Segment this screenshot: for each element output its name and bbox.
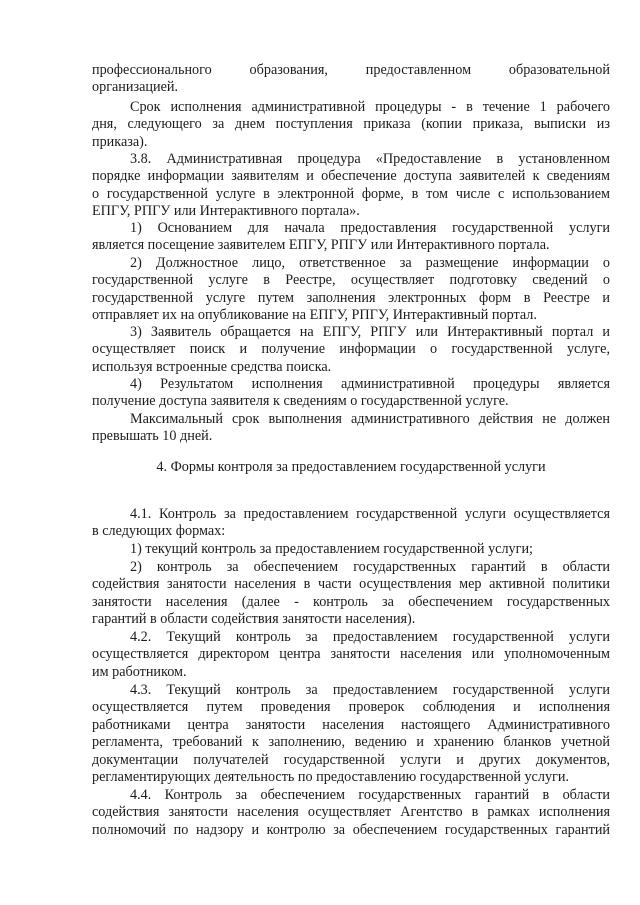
text-line: осуществляется путем проведения проверок соблюдения и исполнения [92, 699, 610, 716]
paragraph-item-2 [92, 255, 610, 325]
text-line: 2) Должностное лицо, ответственное за размещение информации о [130, 255, 610, 271]
paragraph-control-form-1 [92, 541, 610, 558]
text-line: 4.2. Текущий контроль за предоставлением государственной услуги [130, 629, 610, 645]
text-line: о государственной услуге в электронной форме, в том числе с использованием [92, 185, 610, 202]
text-line: 4.3. Текущий контроль за предоставлением государственной услуги [130, 682, 610, 698]
text-line: 1) Основанием для начала предоставления государственной услуги [130, 220, 610, 236]
text-line: 4.1. Контроль за предоставлением государственной услуги осуществляется [130, 506, 610, 522]
text-line: осуществляет поиск и получение информации о государственной услуге, [92, 341, 610, 358]
paragraph-deadline [92, 99, 610, 151]
paragraph-max-term [92, 411, 610, 446]
paragraph-3-8 [92, 151, 610, 221]
text-line: 1) текущий контроль за предоставлением государственной услуги; [130, 541, 533, 557]
text-line: гарантий в области содействия занятости населения). [92, 611, 416, 628]
text-line: 3.8. Административная процедура «Предоставление в установленном [130, 151, 610, 167]
text-line: занятости населения (далее - контроль за обеспечением государственных [92, 593, 610, 610]
paragraph-control-form-2 [92, 559, 610, 629]
text-line: используя встроенные средства поиска. [92, 358, 332, 375]
text-line: регламентирующих деятельность по предоставлению государственной услуги. [92, 768, 569, 785]
text-line: 4.4. Контроль за обеспечением государственных гарантий в области [130, 787, 610, 803]
section-heading: 4. Формы контроля за предоставлением государственной услуги [156, 459, 546, 475]
paragraph-4-4 [92, 787, 610, 839]
text-line: осуществляется директором центра занятости населения или уполномоченным [92, 646, 610, 663]
text-line: профессионального образования, предоставленном образовательной [92, 62, 610, 78]
text-line: им работником. [92, 663, 187, 680]
text-line: содействия занятости населения в части осуществления мер активной политики [92, 576, 610, 593]
text-line: в следующих формах: [92, 523, 226, 540]
text-line: Срок исполнения административной процедуры - в течение 1 рабочего [130, 99, 610, 115]
text-line: 2) контроль за обеспечением государственных гарантий в области [130, 559, 610, 575]
paragraph-4-1 [92, 506, 610, 541]
text-line: документации получателей государственной услуги и других документов, [92, 751, 610, 768]
text-line: организацией. [92, 79, 179, 96]
paragraph-4-3 [92, 682, 610, 786]
paragraph-item-1 [92, 220, 610, 255]
text-line: полномочий по надзору и контролю за обеспечением государственных гарантий [92, 821, 610, 838]
text-line: регламента, требований к заполнению, ведению и хранению бланков учетной [92, 734, 610, 751]
paragraph-item-3 [92, 324, 610, 376]
text-line: превышать 10 дней. [92, 428, 213, 445]
text-line: дня, следующего за днем поступления приказа (копии приказа, выписки из [92, 116, 610, 133]
text-line: работниками центра занятости населения настоящего Административного [92, 716, 610, 733]
paragraph-continuation [92, 62, 610, 97]
text-line: 4) Результатом исполнения административной процедуры является [130, 376, 610, 392]
text-line: получение доступа заявителя к сведениям о государственной услуге. [92, 393, 509, 410]
text-line: приказа). [92, 133, 148, 150]
text-line: отправляет их на опубликование на ЕПГУ, РПГУ, Интерактивный портал. [92, 307, 537, 324]
text-line: 3) Заявитель обращается на ЕПГУ, РПГУ или Интерактивный портал и [130, 324, 610, 340]
paragraph-item-4 [92, 376, 610, 411]
paragraph-4-2 [92, 629, 610, 681]
text-line: содействия занятости населения осуществляет Агентство в рамках исполнения [92, 804, 610, 821]
text-line: порядке информации заявителям и обеспечение доступа заявителей к сведениям [92, 168, 610, 185]
text-line: является посещение заявителем ЕПГУ, РПГУ или Интерактивного портала. [92, 237, 550, 254]
text-line: Максимальный срок выполнения административного действия не должен [130, 411, 610, 427]
text-line: ЕПГУ, РПГУ или Интерактивного портала». [92, 203, 360, 220]
text-line: государственной услуге в Реестре, осуществляет подготовку сведений о [92, 272, 610, 289]
text-line: государственной услуге путем заполнения электронных форм в Реестре и [92, 289, 610, 306]
